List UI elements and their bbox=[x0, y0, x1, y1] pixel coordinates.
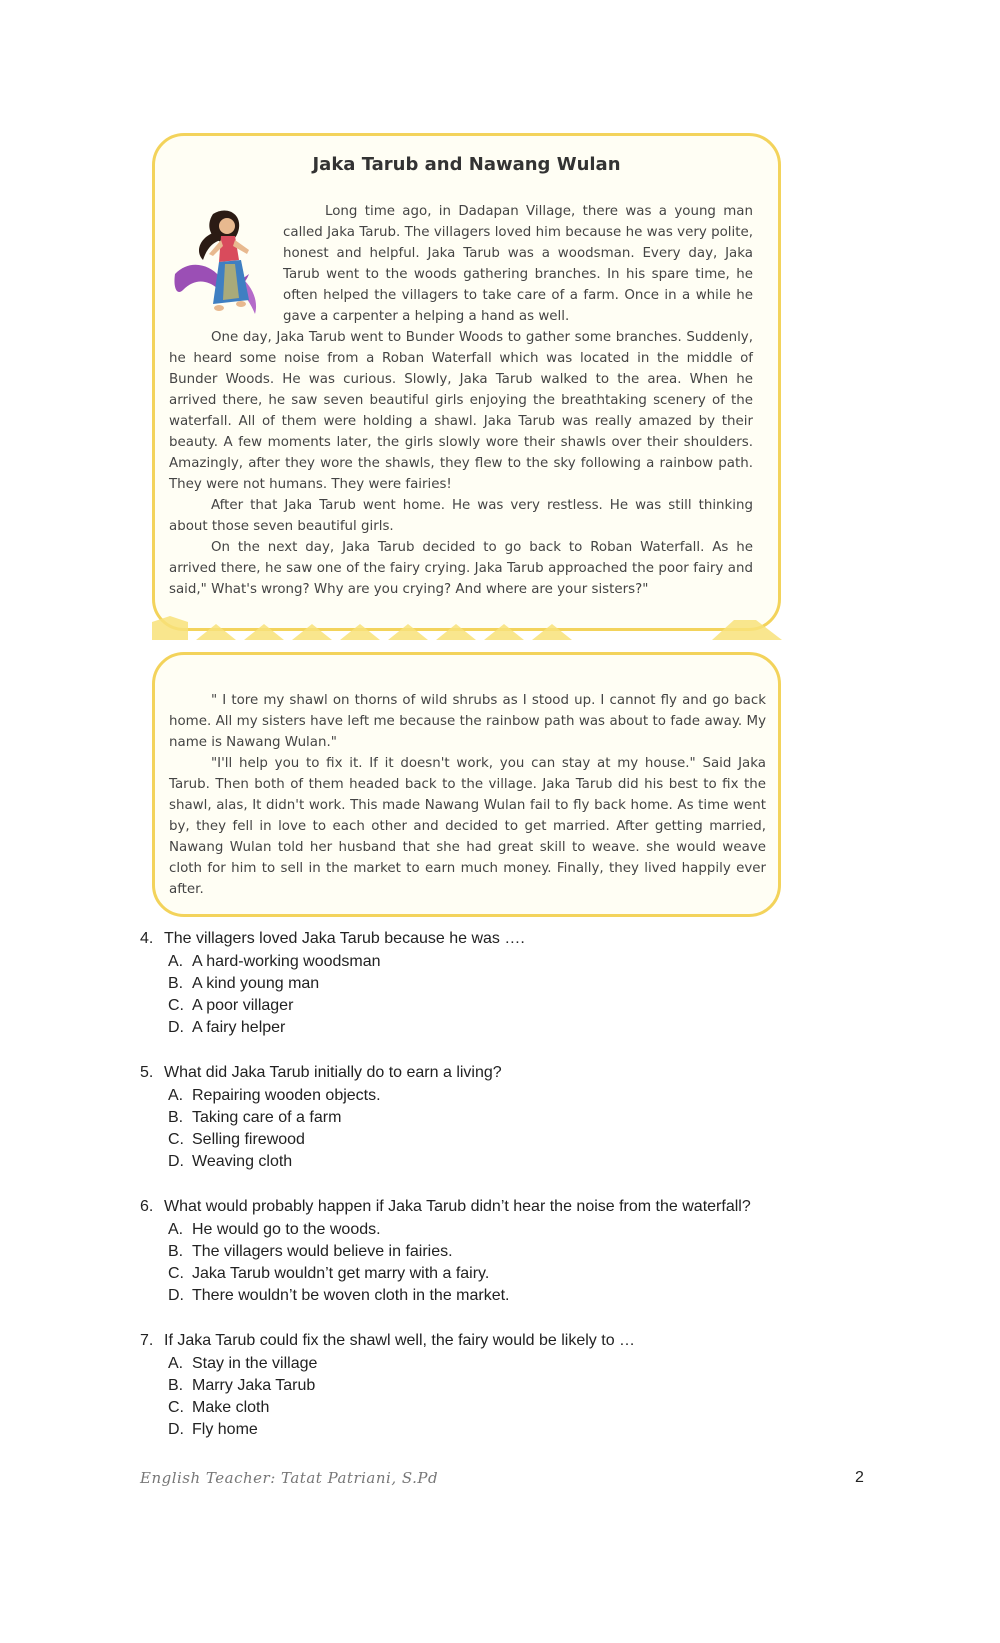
option-a[interactable] bbox=[168, 1219, 840, 1241]
decorative-border bbox=[152, 614, 787, 640]
option-text: There wouldn’t be woven cloth in the market. bbox=[192, 1287, 510, 1304]
option-b[interactable] bbox=[168, 973, 840, 995]
option-d[interactable] bbox=[168, 1017, 840, 1039]
story-paragraph-2: One day, Jaka Tarub went to Bunder Woods to gather some branches. Suddenly, he heard some noise from a Roban Waterfall which was located in the middle of Bunder Woods. He was curious. Slowly, Jaka Tarub walked to the area. When he arrived there, he saw seven beautiful girls enjoying the breathtaking scenery of the waterfall. All of them were holding a shawl. Jaka Tarub was really amazed by their beauty. A few moments later, the girls slowly wore their shawls over their shoulders. Amazingly, after they wore the shawls, they flew to the sky following a rainbow path. They were not humans. They were fairies! bbox=[169, 330, 753, 492]
option-letter: C. bbox=[168, 997, 184, 1014]
story-paragraph-3: After that Jaka Tarub went home. He was very restless. He was still thinking about those seven beautiful girls. bbox=[169, 498, 753, 534]
option-letter: A. bbox=[168, 1221, 184, 1238]
story-paragraph-4: On the next day, Jaka Tarub decided to go back to Roban Waterfall. As he arrived there, he saw one of the fairy crying. Jaka Tarub approached the poor fairy and said," What's wrong? Why are you crying? And where are your sisters?" bbox=[169, 540, 753, 597]
option-c[interactable] bbox=[168, 1263, 840, 1285]
option-letter: C. bbox=[168, 1131, 184, 1148]
option-text: The villagers would believe in fairies. bbox=[192, 1243, 453, 1260]
option-d[interactable] bbox=[168, 1285, 840, 1307]
option-text: Weaving cloth bbox=[192, 1153, 293, 1170]
option-b[interactable] bbox=[168, 1375, 840, 1397]
option-text: Marry Jaka Tarub bbox=[192, 1377, 316, 1394]
option-letter: C. bbox=[168, 1265, 184, 1282]
story-title: Jaka Tarub and Nawang Wulan bbox=[312, 154, 621, 175]
story-paragraph-5: " I tore my shawl on thorns of wild shrubs as I stood up. I cannot fly and go back home. All my sisters have left me because the rainbow path was about to fade away. My name is Nawang Wulan." bbox=[169, 693, 766, 750]
question-stem: The villagers loved Jaka Tarub because he was …. bbox=[164, 930, 525, 947]
option-text: Make cloth bbox=[192, 1399, 270, 1416]
question-stem: What did Jaka Tarub initially do to earn a living? bbox=[164, 1064, 502, 1081]
question-list bbox=[140, 927, 840, 1463]
option-letter: B. bbox=[168, 1243, 184, 1260]
question-5 bbox=[140, 1061, 840, 1173]
option-letter: D. bbox=[168, 1421, 184, 1438]
story-paragraph-1: Long time ago, in Dadapan Village, there was a young man called Jaka Tarub. The villagers loved him because he was very polite, honest and helpful. Jaka Tarub was a woodsman. Every day, Jaka Tarub went to the woods gathering branches. In his spare time, he often helped the villagers to take care of a farm. Once in a while he gave a carpenter a helping a hand as well. bbox=[283, 204, 753, 324]
option-text: Fly home bbox=[192, 1421, 258, 1438]
question-stem: If Jaka Tarub could fix the shawl well, the fairy would be likely to … bbox=[164, 1332, 636, 1349]
story-box-1 bbox=[152, 133, 781, 631]
option-letter: B. bbox=[168, 1377, 184, 1394]
option-a[interactable] bbox=[168, 951, 840, 973]
option-d[interactable] bbox=[168, 1419, 840, 1441]
question-number: 7. bbox=[140, 1332, 154, 1349]
question-7 bbox=[140, 1329, 840, 1441]
option-c[interactable] bbox=[168, 1397, 840, 1419]
option-letter: D. bbox=[168, 1287, 184, 1304]
option-text: A hard-working woodsman bbox=[192, 953, 381, 970]
question-stem: What would probably happen if Jaka Tarub didn’t hear the noise from the waterfall? bbox=[164, 1198, 751, 1215]
option-text: A fairy helper bbox=[192, 1019, 286, 1036]
option-a[interactable] bbox=[168, 1085, 840, 1107]
option-letter: C. bbox=[168, 1399, 184, 1416]
option-letter: B. bbox=[168, 975, 184, 992]
footer-teacher: English Teacher: Tatat Patriani, S.Pd bbox=[140, 1469, 439, 1487]
option-letter: A. bbox=[168, 1355, 184, 1372]
option-a[interactable] bbox=[168, 1353, 840, 1375]
option-text: A poor villager bbox=[192, 997, 294, 1014]
option-text: Selling firewood bbox=[192, 1131, 305, 1148]
question-6 bbox=[140, 1195, 840, 1307]
option-letter: D. bbox=[168, 1153, 184, 1170]
option-d[interactable] bbox=[168, 1151, 840, 1173]
option-text: Taking care of a farm bbox=[192, 1109, 342, 1126]
question-number: 6. bbox=[140, 1198, 154, 1215]
option-text: Jaka Tarub wouldn’t get marry with a fairy. bbox=[192, 1265, 490, 1282]
option-text: Stay in the village bbox=[192, 1355, 318, 1372]
option-letter: D. bbox=[168, 1019, 184, 1036]
page-number: 2 bbox=[855, 1469, 864, 1486]
option-letter: B. bbox=[168, 1109, 184, 1126]
question-number: 5. bbox=[140, 1064, 154, 1081]
option-b[interactable] bbox=[168, 1107, 840, 1129]
option-b[interactable] bbox=[168, 1241, 840, 1263]
option-letter: A. bbox=[168, 1087, 184, 1104]
question-number: 4. bbox=[140, 930, 154, 947]
question-4 bbox=[140, 927, 840, 1039]
option-c[interactable] bbox=[168, 995, 840, 1017]
option-letter: A. bbox=[168, 953, 184, 970]
option-text: A kind young man bbox=[192, 975, 320, 992]
fairy-illustration bbox=[169, 204, 269, 324]
option-c[interactable] bbox=[168, 1129, 840, 1151]
option-text: He would go to the woods. bbox=[192, 1221, 381, 1238]
option-text: Repairing wooden objects. bbox=[192, 1087, 381, 1104]
story-paragraph-6: "I'll help you to fix it. If it doesn't work, you can stay at my house." Said Jaka Tarub. Then both of them headed back to the village. Jaka Tarub did his best to fix the shawl, alas, It didn't work. This made Nawang Wulan fail to fly back home. As time went by, they fell in love to each other and decided to get married. After getting married, Nawang Wulan told her husband that she had great skill to weave. she would weave cloth for him to sell in the market to earn much money. Finally, they lived happily ever after. bbox=[169, 756, 766, 897]
story-box-2 bbox=[152, 652, 781, 917]
